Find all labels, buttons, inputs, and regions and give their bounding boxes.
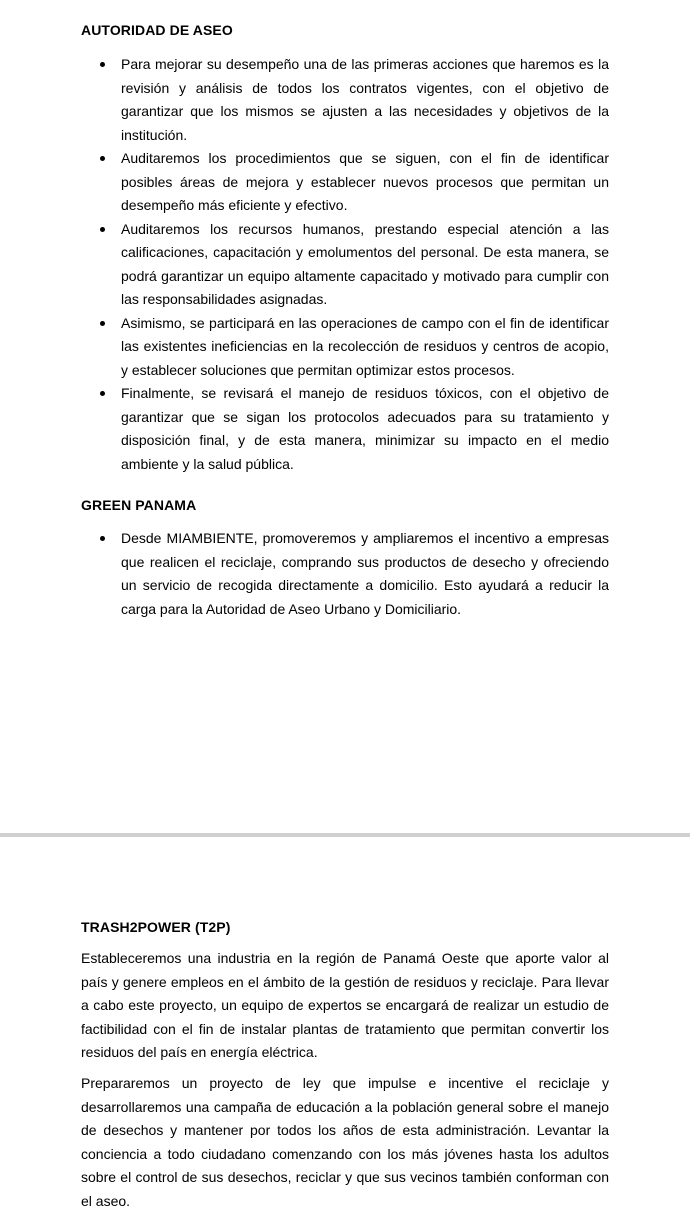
list-item: Desde MIAMBIENTE, promoveremos y ampliaremos el incentivo a empresas que realicen el reciclaje, comprando sus productos de desecho y ofreciendo un servicio de recogida directamente a domicilio. Esto ayudará a reducir la carga para la Autoridad de Aseo Urbano y Domiciliario. [81,527,609,621]
list-item: Auditaremos los procedimientos que se siguen, con el fin de identificar posibles áreas de mejora y establecer nuevos procesos que permitan un desempeño más eficiente y efectivo. [81,147,609,218]
list-item: Para mejorar su desempeño una de las primeras acciones que haremos es la revisión y análisis de todos los contratos vigentes, con el objetivo de garantizar que los mismos se ajusten a las necesidades y objetivos de la institución. [81,53,609,147]
list-item: Asimismo, se participará en las operaciones de campo con el fin de identificar las existentes ineficiencias en la recolección de residuos y centros de acopio, y establecer soluciones que permitan optimizar estos procesos. [81,312,609,383]
section-title-autoridad-de-aseo: AUTORIDAD DE ASEO [81,22,233,38]
bullet-list-green-panama [81,527,609,621]
section-title-green-panama: GREEN PANAMA [81,497,197,513]
list-item: Finalmente, se revisará el manejo de residuos tóxicos, con el objetivo de garantizar que se sigan los protocolos adecuados para su tratamiento y disposición final, y de esta manera, minimizar su impacto en el medio ambiente y la salud pública. [81,382,609,476]
bullet-icon [100,62,105,67]
bullet-icon [100,321,105,326]
bullet-icon [100,391,105,396]
section-title-trash2power: TRASH2POWER (T2P) [81,919,231,935]
bullet-icon [100,536,105,541]
bullet-icon [100,227,105,232]
document-page-2 [0,837,690,1209]
list-item: Auditaremos los recursos humanos, prestando especial atención a las calificaciones, capacitación y emolumentos del personal. De esta manera, se podrá garantizar un equipo altamente capacitado y motivado para cumplir con las responsabilidades asignadas. [81,218,609,312]
paragraph-trash2power-1: Estableceremos una industria en la región de Panamá Oeste que aporte valor al país y genere empleos en el ámbito de la gestión de residuos y reciclaje. Para llevar a cabo este proyecto, un equipo de expertos se encargará de realizar un estudio de factibilidad con el fin de instalar plantas de tratamiento que permitan convertir los residuos del país en energía eléctrica. [81,950,609,1060]
bullet-icon [100,156,105,161]
paragraph-trash2power-2: Prepararemos un proyecto de ley que impulse e incentive el reciclaje y desarrollaremos una campaña de educación a la población general sobre el manejo de desechos y mantener por todos los años de esta administración. Levantar la conciencia a todo ciudadano comenzando con los más jóvenes hasta los adultos sobre el control de sus desechos, reciclar y que sus vecinos también conforman con el aseo. [81,1075,609,1209]
bullet-list-autoridad [81,53,609,476]
